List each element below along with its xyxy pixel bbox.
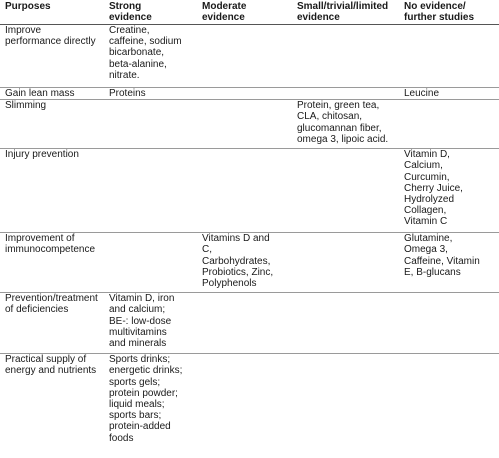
cell-no-evidence — [399, 293, 499, 354]
table-row — [0, 293, 499, 354]
cell-limited-evidence — [292, 354, 399, 447]
cell-strong-evidence — [104, 100, 197, 149]
cell-no-evidence: Vitamin D, Calcium, Curcumin, Cherry Juice, Hydrolyzed Collagen, Vitamin C — [399, 149, 499, 233]
table-row — [0, 25, 499, 88]
cell-limited-evidence — [292, 233, 399, 293]
header-purposes: Purposes — [0, 0, 104, 25]
cell-purpose: Practical supply of energy and nutrients — [5, 354, 97, 377]
cell-purpose: Improvement of immunocompetence — [0, 233, 104, 293]
cell-limited-evidence — [292, 88, 399, 100]
table-row — [0, 149, 499, 233]
cell-limited-evidence — [292, 149, 399, 233]
table-row — [0, 100, 499, 149]
cell-purpose: Improve performance directly — [0, 25, 104, 88]
cell-strong-evidence: Vitamin D, iron and calcium; BE-: low-dose multivitamins and minerals — [104, 293, 197, 354]
cell-purpose: Gain lean mass — [0, 88, 104, 100]
cell-no-evidence — [399, 100, 499, 149]
cell-moderate-evidence — [197, 25, 292, 88]
table-row — [0, 233, 499, 293]
cell-purpose: Prevention/treatment of deficiencies — [0, 293, 104, 354]
table-row — [0, 88, 499, 100]
cell-purpose: Injury prevention — [0, 149, 104, 233]
cell-limited-evidence: Protein, green tea, CLA, chitosan, glucomannan fiber, omega 3, lipoic acid. — [292, 100, 399, 149]
cell-no-evidence — [399, 25, 499, 88]
cell-no-evidence: Leucine — [399, 88, 499, 100]
cell-no-evidence: Glutamine, Omega 3, Caffeine, Vitamin E, B-glucans — [399, 233, 499, 293]
cell-limited-evidence — [292, 293, 399, 354]
cell-strong-evidence: Proteins — [104, 88, 197, 100]
cell-moderate-evidence — [197, 149, 292, 233]
header-limited-evidence: Small/trivial/limited evidence — [292, 0, 399, 25]
header-moderate-evidence: Moderate evidence — [197, 0, 292, 25]
cell-strong-evidence: Sports drinks; energetic drinks; sports gels; protein powder; liquid meals; sports bars; protein-added foods — [109, 354, 183, 444]
cell-purpose: Slimming — [0, 100, 104, 149]
cell-strong-evidence: Creatine, caffeine, sodium bicarbonate, beta-alanine, nitrate. — [104, 25, 197, 88]
cell-moderate-evidence — [197, 100, 292, 149]
header-row — [0, 0, 499, 25]
header-no-evidence: No evidence/ further studies — [399, 0, 499, 25]
header-strong-evidence: Strong evidence — [104, 0, 197, 25]
table-row — [0, 354, 499, 447]
cell-moderate-evidence — [197, 88, 292, 100]
cell-strong-evidence — [104, 233, 197, 293]
cell-no-evidence — [399, 354, 499, 447]
cell-moderate-evidence — [197, 293, 292, 354]
cell-moderate-evidence — [197, 354, 292, 447]
cell-limited-evidence — [292, 25, 399, 88]
cell-strong-evidence — [104, 149, 197, 233]
cell-moderate-evidence: Vitamins D and C, Carbohydrates, Probiotics, Zinc, Polyphenols — [197, 233, 292, 293]
